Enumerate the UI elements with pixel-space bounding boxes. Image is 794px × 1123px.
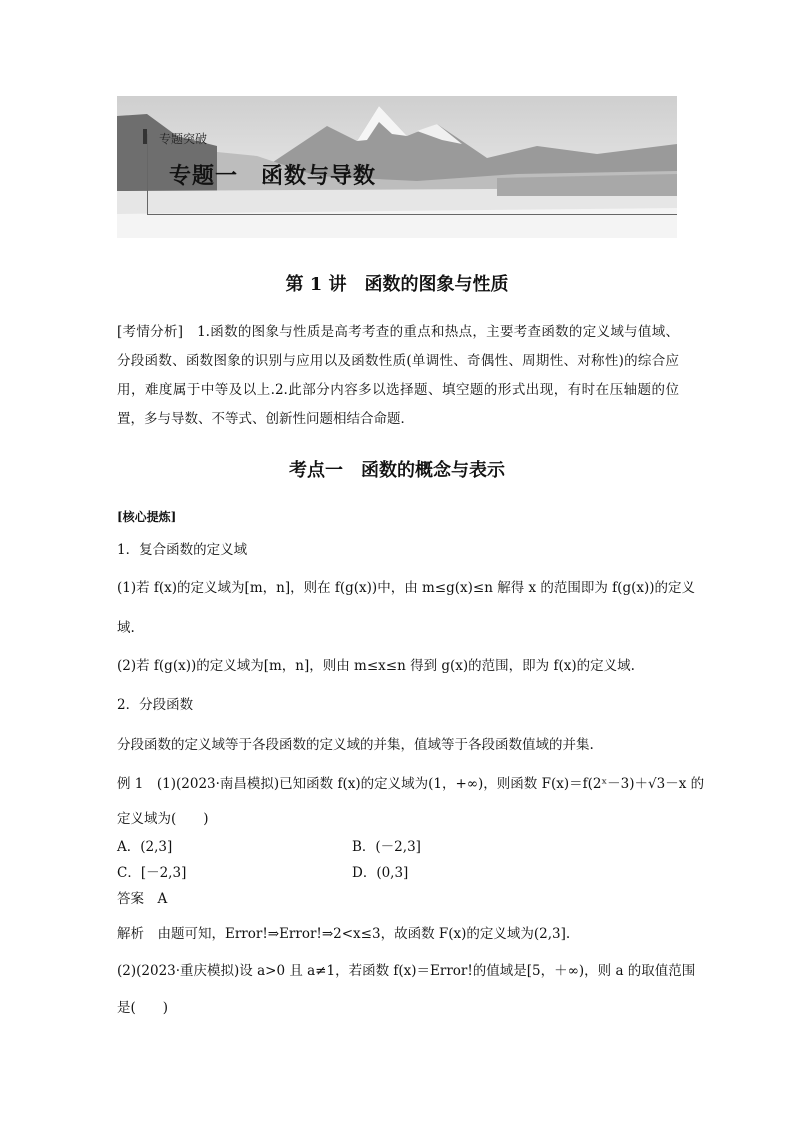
core-summary-label: [核心提炼]	[117, 510, 177, 524]
option-c: C．[－2,3]	[117, 865, 187, 881]
example1-line2: 定义域为( )	[117, 811, 209, 827]
answer-1: 答案 A	[117, 891, 168, 907]
section-title: 考点一 函数的概念与表示	[289, 460, 505, 481]
example2-line2: 是( )	[117, 1000, 169, 1016]
item1-heading: 1．复合函数的定义域	[117, 542, 248, 558]
banner-subtitle: 专题突破	[159, 132, 208, 146]
item2-text: 分段函数的定义域等于各段函数的定义域的并集，值域等于各段函数值域的并集.	[117, 737, 594, 753]
item2-heading: 2．分段函数	[117, 697, 194, 713]
lecture-title: 第 1 讲 函数的图象与性质	[285, 274, 509, 295]
option-d: D．(0,3]	[352, 865, 409, 881]
item1-paragraph1-line2: 域.	[117, 620, 135, 636]
banner-marker	[143, 129, 147, 144]
option-b: B．(－2,3]	[352, 839, 421, 855]
example2-line1: (2)(2023·重庆模拟)设 a>0 且 a≠1，若函数 f(x)＝Error!的值域是[5，＋∞)，则 a 的取值范围	[117, 963, 696, 979]
option-a: A．(2,3]	[117, 839, 173, 855]
exam-analysis-paragraph: [考情分析] 1.函数的图象与性质是高考考查的重点和热点，主要考查函数的定义域与值域、分段函数、函数图象的识别与应用以及函数性质(单调性、奇偶性、周期性、对称性)的综合应用，难度属于中等及以上.2.此部分内容多以选择题、填空题的形式出现，有时在压轴题的位置，多与导数、不等式、创新性问题相结合命题．	[117, 324, 679, 427]
header-banner	[117, 96, 677, 238]
solution-1: 解析 由题可知，Error!⇒Error!⇒2<x≤3，故函数 F(x)的定义域为(2,3].	[117, 926, 571, 942]
item1-paragraph2: (2)若 f(g(x))的定义域为[m，n]，则由 m≤x≤n 得到 g(x)的范围，即为 f(x)的定义域.	[117, 658, 635, 674]
example1-line1: 例 1 (1)(2023·南昌模拟)已知函数 f(x)的定义域为(1，+∞)，则函数 F(x)＝f(2ˣ－3)＋√3－x 的	[117, 776, 705, 792]
item1-paragraph1-line1: (1)若 f(x)的定义域为[m，n]，则在 f(g(x))中，由 m≤g(x)≤n 解得 x 的范围即为 f(g(x))的定义	[117, 580, 695, 596]
banner-title: 专题一 函数与导数	[169, 164, 377, 189]
